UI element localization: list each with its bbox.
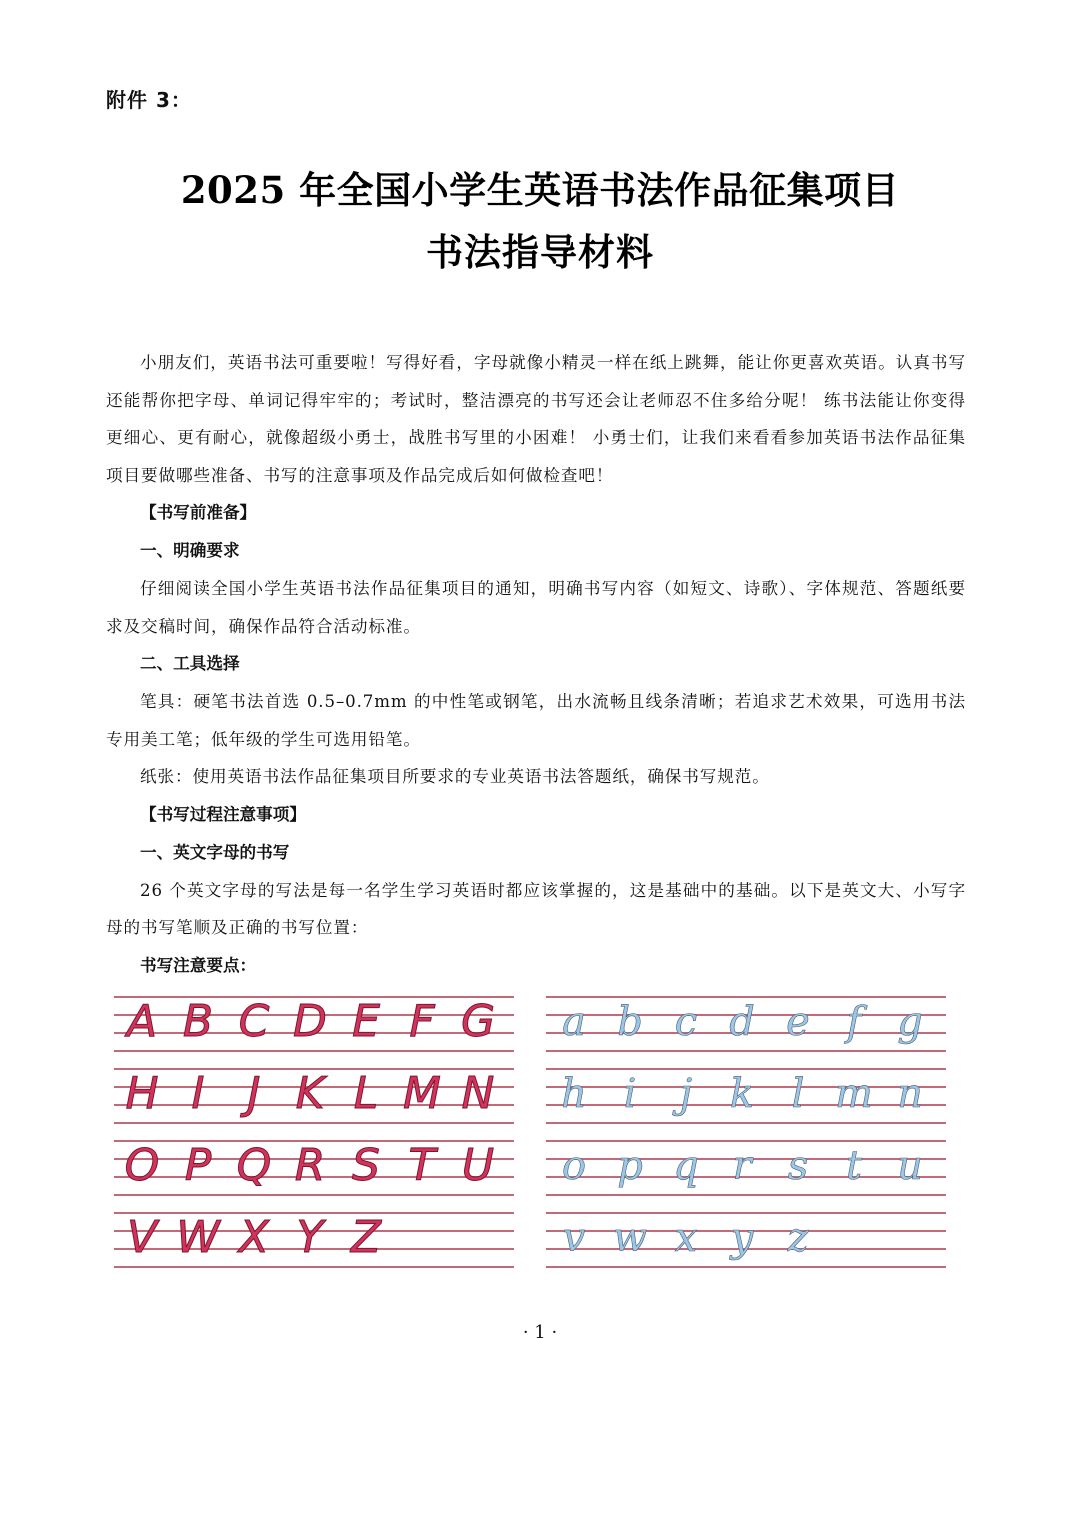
uppercase-letter: K <box>295 1068 325 1119</box>
uppercase-letter: A <box>126 996 158 1047</box>
lowercase-letter-row <box>546 994 946 1044</box>
uppercase-letter-row <box>114 1210 514 1263</box>
lowercase-letter: o <box>561 1143 587 1189</box>
lowercase-letter: r <box>732 1143 752 1189</box>
lowercase-letter: k <box>729 1071 755 1117</box>
uppercase-letter: I <box>191 1068 205 1119</box>
guide-line <box>114 1194 514 1196</box>
lowercase-letter: c <box>674 999 698 1045</box>
guide-line <box>114 1050 514 1052</box>
guide-line <box>546 1050 946 1052</box>
guide-line <box>114 1122 514 1124</box>
lowercase-letter: h <box>561 1071 587 1117</box>
subheading-letters: 一、英文字母的书写 <box>140 842 290 862</box>
lowercase-letter: d <box>729 999 755 1045</box>
lowercase-letter: b <box>617 999 643 1045</box>
section-heading-prep: 【书写前准备】 <box>140 503 257 522</box>
uppercase-letter: E <box>352 996 380 1047</box>
uppercase-letter: V <box>126 1212 158 1263</box>
lowercase-letter: q <box>673 1143 699 1189</box>
lowercase-letter: v <box>562 1215 586 1261</box>
lowercase-letter: l <box>791 1071 805 1117</box>
lowercase-letter: f <box>846 999 862 1045</box>
lowercase-letter: j <box>679 1071 693 1117</box>
uppercase-letter: S <box>352 1140 380 1191</box>
lowercase-letter: a <box>562 999 586 1045</box>
subheading-tools: 二、工具选择 <box>140 654 240 673</box>
lowercase-letter-row <box>546 1066 946 1116</box>
uppercase-letter: L <box>353 1068 379 1119</box>
uppercase-letter-row <box>114 994 514 1047</box>
lowercase-letter: m <box>835 1071 873 1117</box>
guide-line <box>546 1122 946 1124</box>
lowercase-letter: w <box>612 1215 648 1261</box>
uppercase-letter: T <box>408 1140 436 1191</box>
lowercase-letter: z <box>787 1215 809 1261</box>
pen-paragraph: 笔具：硬笔书法首选 0.5–0.7mm 的中性笔或钢笔，出水流畅且线条清晰；若追求艺术效果，可选用书法专用美工笔；低年级的学生可选用铅笔。 <box>106 692 966 749</box>
section-heading-process: 【书写过程注意事项】 <box>140 804 306 824</box>
subheading-requirements: 一、明确要求 <box>140 541 240 560</box>
lowercase-letter: u <box>897 1143 923 1189</box>
uppercase-letter: D <box>293 996 327 1047</box>
lowercase-letter: p <box>617 1143 643 1189</box>
uppercase-letter: P <box>184 1140 212 1191</box>
document-body <box>106 344 966 985</box>
lowercase-letter: y <box>730 1215 754 1261</box>
uppercase-letter: F <box>409 996 435 1047</box>
letters-paragraph: 26 个英文字母的写法是每一名学生学习英语时都应该掌握的，这是基础中的基础。以下是英文大、小写字母的书写笔顺及正确的书写位置： <box>106 880 966 937</box>
intro-paragraph: 小朋友们，英语书法可重要啦！写得好看，字母就像小精灵一样在纸上跳舞，能让你更喜欢英语。认真书写还能帮你把字母、单词记得牢牢的；考试时，整洁漂亮的书写还会让老师忍不住多给分呢！ 练书法能让你变得更细心、更有耐心，就像超级小勇士，战胜书写里的小困难！ 小勇士们，让我们来看看参加英语书法作品征集项目要做哪些准备、书写的注意事项及作品完成后如何做检查吧！ <box>106 353 966 485</box>
lowercase-letter: e <box>786 999 810 1045</box>
uppercase-letter: C <box>238 996 270 1047</box>
lowercase-letter-row <box>546 1138 946 1188</box>
lowercase-letter: i <box>623 1071 637 1117</box>
document-title: 2025 年全国小学生英语书法作品征集项目 <box>180 168 900 212</box>
uppercase-letter-row <box>114 1138 514 1191</box>
uppercase-letter: G <box>460 996 496 1047</box>
uppercase-letter: O <box>124 1140 160 1191</box>
uppercase-letter: N <box>461 1068 495 1119</box>
requirements-paragraph: 仔细阅读全国小学生英语书法作品征集项目的通知，明确书写内容（如短文、诗歌）、字体规范、答题纸要求及交稿时间，确保作品符合活动标准。 <box>106 579 966 636</box>
lowercase-letter-chart <box>546 996 946 1280</box>
uppercase-letter: J <box>247 1068 261 1119</box>
guide-line <box>546 1266 946 1268</box>
lowercase-letter: t <box>845 1143 863 1189</box>
uppercase-letter: U <box>461 1140 495 1191</box>
guide-line <box>546 1194 946 1196</box>
attachment-label: 附件 3： <box>106 88 192 112</box>
paper-paragraph: 纸张：使用英语书法作品征集项目所要求的专业英语书法答题纸，确保书写规范。 <box>140 767 770 786</box>
document-subtitle: 书法指导材料 <box>426 230 654 274</box>
uppercase-letter-chart <box>114 996 514 1280</box>
lowercase-letter: s <box>787 1143 809 1189</box>
uppercase-letter: Z <box>350 1212 382 1263</box>
uppercase-letter: Q <box>236 1140 272 1191</box>
lowercase-letter: n <box>897 1071 923 1117</box>
uppercase-letter: X <box>238 1212 270 1263</box>
lowercase-letter: g <box>897 999 923 1045</box>
uppercase-letter: M <box>403 1068 441 1119</box>
lowercase-letter: x <box>674 1215 698 1261</box>
uppercase-letter: Y <box>296 1212 324 1263</box>
page-number: · 1 · <box>522 1322 558 1343</box>
uppercase-letter: R <box>294 1140 326 1191</box>
writing-points-heading: 书写注意要点： <box>140 955 257 975</box>
guide-line <box>114 1266 514 1268</box>
uppercase-letter: B <box>182 996 214 1047</box>
lowercase-letter-row <box>546 1210 946 1260</box>
uppercase-letter: W <box>176 1212 220 1263</box>
uppercase-letter-row <box>114 1066 514 1119</box>
uppercase-letter: H <box>125 1068 159 1119</box>
